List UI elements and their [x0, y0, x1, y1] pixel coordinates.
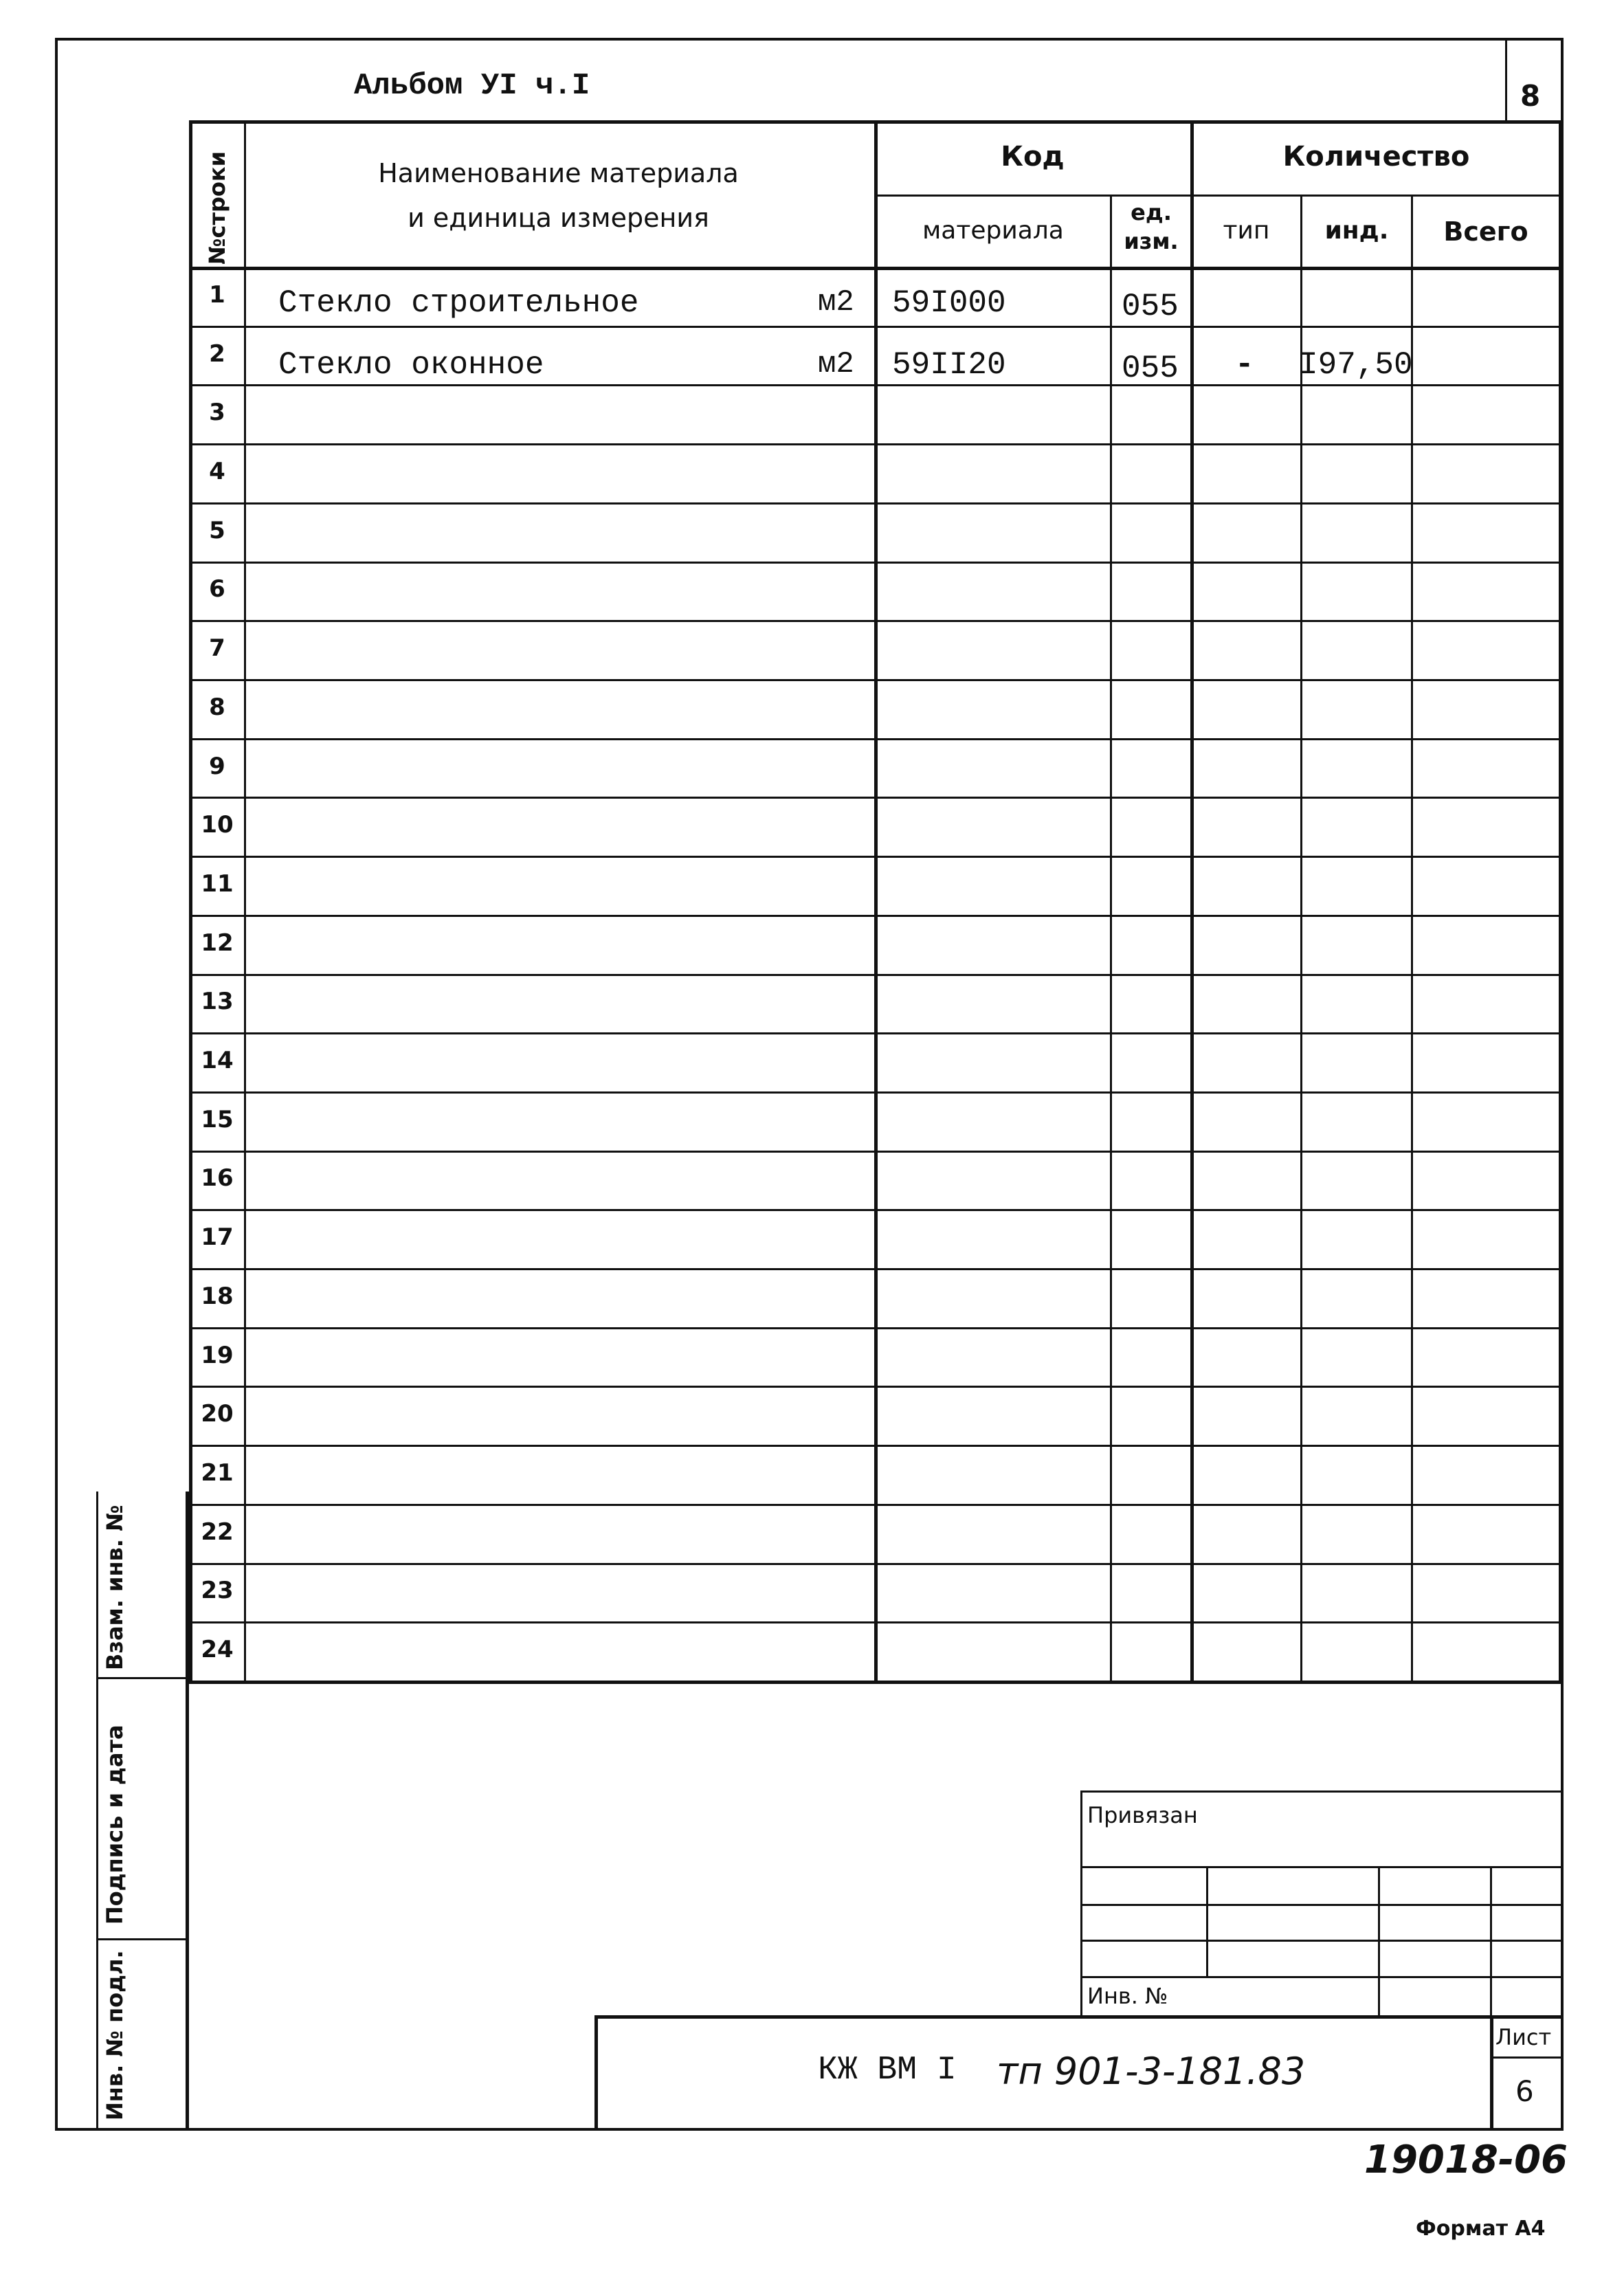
row-number: 17 — [201, 1223, 234, 1251]
type-header: тип — [1223, 217, 1270, 245]
row-divider — [189, 620, 1564, 622]
row-number-header: №строки — [204, 151, 230, 265]
unit-header-line2: изм. — [1124, 228, 1179, 254]
sheet-label: Лист — [1495, 2024, 1552, 2050]
row-number: 23 — [201, 1577, 234, 1604]
row-divider — [189, 384, 1564, 386]
material-header: материала — [922, 217, 1064, 245]
row-unit: м2 — [818, 285, 854, 320]
format-label: Формат А4 — [1416, 2217, 1546, 2241]
name-header-line1: Наименование материала — [378, 158, 739, 188]
row-number: 3 — [209, 399, 225, 426]
row-divider — [189, 1268, 1564, 1270]
row-number: 16 — [201, 1164, 234, 1192]
row-number: 5 — [209, 517, 225, 544]
sheet-box-left — [1490, 2015, 1493, 2131]
vzam-inv-label: Взам. инв. № — [102, 1505, 128, 1670]
row-number: 8 — [209, 694, 225, 721]
row-number: 24 — [201, 1636, 234, 1663]
row-divider — [189, 974, 1564, 976]
row-number: 2 — [209, 340, 225, 368]
row-divider — [189, 679, 1564, 681]
row-divider — [189, 1091, 1564, 1094]
inv-no-label: Инв. № — [1087, 1983, 1168, 2009]
row-name: Стекло строительное — [278, 285, 639, 321]
row-name: Стекло оконное — [278, 347, 544, 383]
row-divider — [189, 1032, 1564, 1034]
table-right-border — [1559, 120, 1562, 1684]
quantity-header: Количество — [1282, 141, 1470, 173]
row-number: 13 — [201, 988, 234, 1015]
row-unit-code: 055 — [1122, 289, 1179, 324]
row-divider — [189, 1621, 1564, 1623]
table-bottom-border — [189, 1681, 1564, 1684]
page-number: 8 — [1520, 79, 1541, 113]
code-header: Код — [1001, 141, 1065, 173]
total-header: Всего — [1443, 217, 1528, 247]
row-number: 22 — [201, 1518, 234, 1546]
row-divider — [189, 856, 1564, 858]
row-number: 15 — [201, 1106, 234, 1133]
privyazan-top — [1080, 1790, 1564, 1793]
row-ind: I97,50 — [1299, 347, 1413, 383]
privyazan-grid-col — [1206, 1866, 1208, 1976]
sheet-number: 6 — [1515, 2074, 1534, 2108]
row-divider — [189, 502, 1564, 505]
row-number: 1 — [209, 281, 225, 309]
row-number: 6 — [209, 575, 225, 603]
title-block-left — [594, 2015, 598, 2131]
title-block-top — [594, 2015, 1564, 2019]
row-divider — [189, 738, 1564, 740]
row-number: 11 — [201, 870, 234, 898]
row-number: 10 — [201, 811, 234, 839]
unit-header-line1: ед. — [1131, 199, 1172, 225]
name-header-line2: и единица измерения — [408, 203, 709, 233]
row-number: 21 — [201, 1459, 234, 1487]
privyazan-label: Привязан — [1087, 1802, 1198, 1828]
project-number: тп 901-3-181.83 — [997, 2050, 1306, 2093]
row-divider — [189, 443, 1564, 445]
row-number: 9 — [209, 753, 225, 780]
row-divider — [189, 562, 1564, 564]
header-subdivider — [874, 195, 1564, 197]
row-material-code: 59II20 — [892, 347, 1006, 383]
handwritten-number: 19018-06 — [1364, 2138, 1568, 2182]
ind-column-border — [1411, 195, 1413, 1684]
podpis-data-label: Подпись и дата — [102, 1725, 128, 1925]
privyazan-grid-col — [1378, 1866, 1380, 2017]
row-divider — [189, 915, 1564, 917]
row-number: 12 — [201, 929, 234, 957]
row-unit: м2 — [818, 347, 854, 381]
page-number-box-border — [1505, 38, 1507, 120]
side-stamp-divider — [96, 1677, 186, 1679]
material-column-border — [1110, 195, 1112, 1684]
row-divider — [189, 1445, 1564, 1447]
row-divider — [189, 1386, 1564, 1388]
row-divider — [189, 1209, 1564, 1211]
row-number: 7 — [209, 634, 225, 662]
row-number: 20 — [201, 1400, 234, 1428]
row-divider — [189, 1563, 1564, 1565]
row-unit-code: 055 — [1122, 351, 1179, 386]
code-column-border — [1190, 120, 1194, 1684]
type-column-border — [1300, 195, 1302, 1684]
name-column-border — [874, 120, 878, 1684]
row-number: 19 — [201, 1342, 234, 1369]
document-code: КЖ ВМ I — [818, 2052, 957, 2089]
row-divider — [189, 1327, 1564, 1329]
row-type: - — [1235, 347, 1254, 383]
row-divider — [189, 797, 1564, 799]
sheet-box-divider — [1490, 2056, 1564, 2059]
row-divider — [189, 1151, 1564, 1153]
row-material-code: 59I000 — [892, 285, 1006, 321]
side-stamp-divider — [96, 1938, 186, 1940]
side-stamp-inner-border — [96, 1492, 98, 2131]
ind-header: инд. — [1324, 217, 1389, 245]
row-number: 14 — [201, 1047, 234, 1074]
rownum-column-border — [244, 120, 246, 1684]
privyazan-grid-col — [1490, 1866, 1492, 2017]
inv-podl-label: Инв. № подл. — [102, 1950, 128, 2120]
row-divider — [189, 1504, 1564, 1506]
album-title: Альбом УI ч.I — [354, 69, 590, 103]
row-divider — [189, 326, 1564, 328]
row-number: 18 — [201, 1283, 234, 1310]
row-number: 4 — [209, 458, 225, 485]
